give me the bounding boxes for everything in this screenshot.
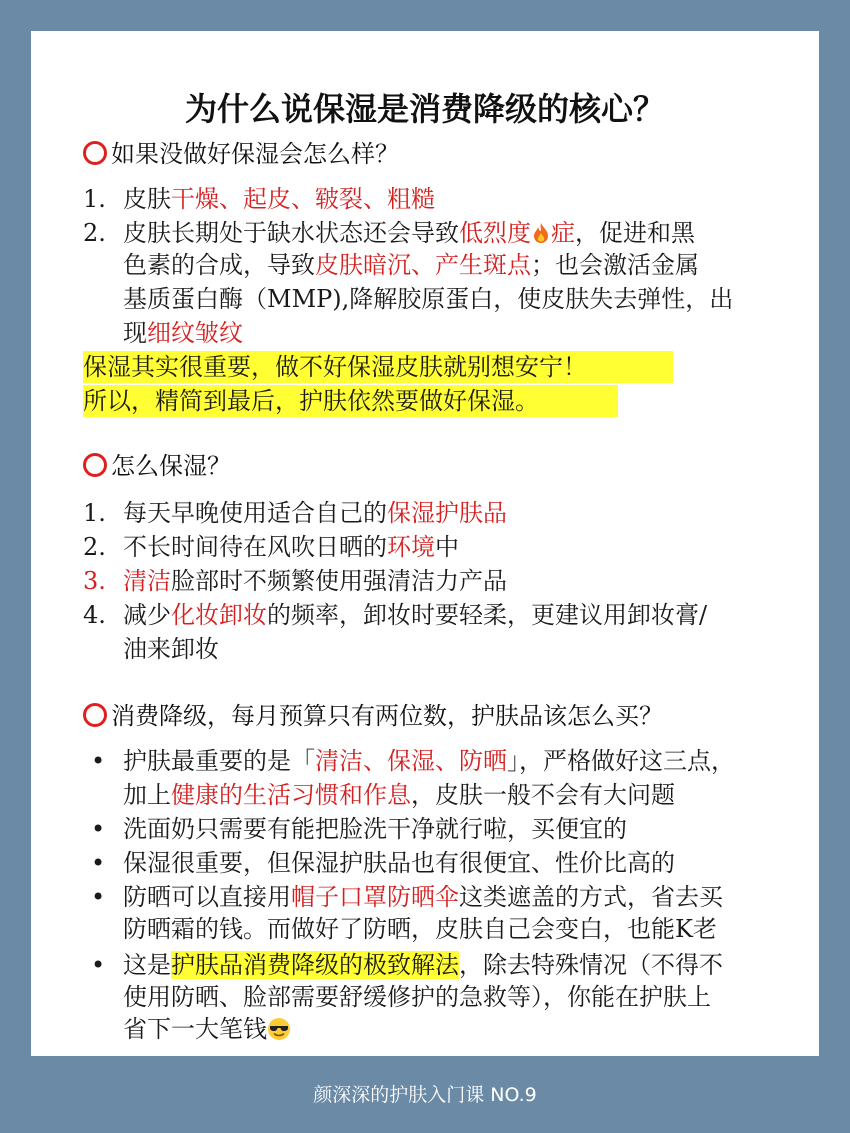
circle-icon — [83, 141, 107, 165]
red-text: 症 — [551, 219, 575, 247]
list-number: 1. — [83, 499, 106, 527]
list-item — [123, 599, 707, 631]
list-number: 3. — [83, 567, 106, 595]
text: 皮肤 — [123, 185, 171, 213]
list-item — [123, 531, 459, 563]
text: ；也会激活金属 — [531, 251, 699, 279]
text: 这类遮盖的方式，省去买 — [459, 883, 723, 911]
text: 中 — [435, 533, 459, 561]
list-item-continued — [123, 1013, 291, 1045]
red-text: 化妆卸妆 — [171, 601, 267, 629]
text: 」，严格做好这三点， — [507, 747, 735, 775]
sunglasses-face-icon — [267, 1017, 291, 1041]
text: 色素的合成，导致 — [123, 251, 315, 279]
red-text: 细纹皱纹 — [147, 319, 243, 347]
list-item: 洗面奶只需要有能把脸洗干净就行啦，买便宜的 — [123, 815, 627, 843]
bullet: • — [91, 951, 106, 979]
list-item — [123, 565, 507, 597]
red-text: 环境 — [387, 533, 435, 561]
text: 不长时间待在风吹日晒的 — [123, 533, 387, 561]
red-text: 皮肤暗沉、产生斑点 — [315, 251, 531, 279]
circle-icon — [83, 703, 107, 727]
text: ，促进和黑 — [575, 219, 695, 247]
red-text: 干燥、起皮、皲裂、粗糙 — [171, 185, 435, 213]
red-text: 保湿护肤品 — [387, 499, 507, 527]
bullet: • — [91, 815, 106, 843]
highlight-line: 保湿其实很重要，做不好保湿皮肤就别想安宁！ — [83, 351, 673, 383]
list-item-continued: 油来卸妆 — [123, 635, 219, 663]
list-item — [123, 497, 507, 529]
text: 的频率，卸妆时要轻柔，更建议用卸妆膏/ — [267, 601, 708, 629]
list-item — [123, 949, 723, 981]
text: 护肤最重要的是「 — [123, 747, 315, 775]
list-item — [123, 745, 735, 777]
section-heading-3 — [83, 699, 663, 733]
red-text: 清洁 — [123, 567, 171, 595]
text: 现 — [123, 319, 147, 347]
highlight-text: 护肤品消费降级的极致解法 — [171, 951, 459, 979]
red-text: 低烈度 — [459, 219, 531, 247]
text: 每天早晚使用适合自己的 — [123, 499, 387, 527]
highlight-line: 所以，精简到最后，护肤依然要做好保湿。 — [83, 385, 618, 417]
section-heading-3-text: 消费降级，每月预算只有两位数，护肤品该怎么买？ — [111, 702, 663, 730]
list-item-continued — [123, 317, 243, 349]
red-text: 清洁、保湿、防晒 — [315, 747, 507, 775]
circle-icon — [83, 453, 107, 477]
content-card — [31, 31, 819, 1056]
list-item-continued: 基质蛋白酶（MMP),降解胶原蛋白，使皮肤失去弹性，出 — [123, 285, 734, 313]
list-item-continued: 使用防晒、脸部需要舒缓修护的急救等），你能在护肤上 — [123, 983, 711, 1011]
list-item — [123, 183, 435, 215]
footer-caption: 颜深深的护肤入门课 NO.9 — [313, 1084, 537, 1106]
text: 脸部时不频繁使用强清洁力产品 — [171, 567, 507, 595]
list-item: 保湿很重要，但保湿护肤品也有很便宜、性价比高的 — [123, 849, 675, 877]
text: 皮肤长期处于缺水状态还会导致 — [123, 219, 459, 247]
list-item — [123, 217, 695, 249]
bullet: • — [91, 883, 106, 911]
fire-icon — [531, 222, 551, 244]
red-text: 健康的生活习惯和作息 — [171, 781, 411, 809]
page-title: 为什么说保湿是消费降级的核心？ — [184, 90, 665, 128]
list-item-continued — [123, 779, 675, 811]
list-item-continued: 防晒霜的钱。而做好了防晒，皮肤自己会变白，也能K老 — [123, 915, 717, 943]
text: ，皮肤一般不会有大问题 — [411, 781, 675, 809]
list-number: 1. — [83, 185, 106, 213]
section-heading-2 — [83, 449, 231, 483]
list-number: 2. — [83, 533, 106, 561]
text: 这是 — [123, 951, 171, 979]
text: ，除去特殊情况（不得不 — [459, 951, 723, 979]
bullet: • — [91, 747, 106, 775]
list-number: 2. — [83, 219, 106, 247]
list-item — [123, 881, 723, 913]
section-heading-1-text: 如果没做好保湿会怎么样？ — [111, 140, 399, 168]
text: 减少 — [123, 601, 171, 629]
list-item-continued — [123, 249, 699, 281]
bullet: • — [91, 849, 106, 877]
text: 防晒可以直接用 — [123, 883, 291, 911]
text: 加上 — [123, 781, 171, 809]
section-heading-2-text: 怎么保湿？ — [111, 452, 231, 480]
list-number: 4. — [83, 601, 106, 629]
text: 省下一大笔钱 — [123, 1015, 267, 1043]
section-heading-1 — [83, 137, 399, 171]
red-text: 帽子口罩防晒伞 — [291, 883, 459, 911]
